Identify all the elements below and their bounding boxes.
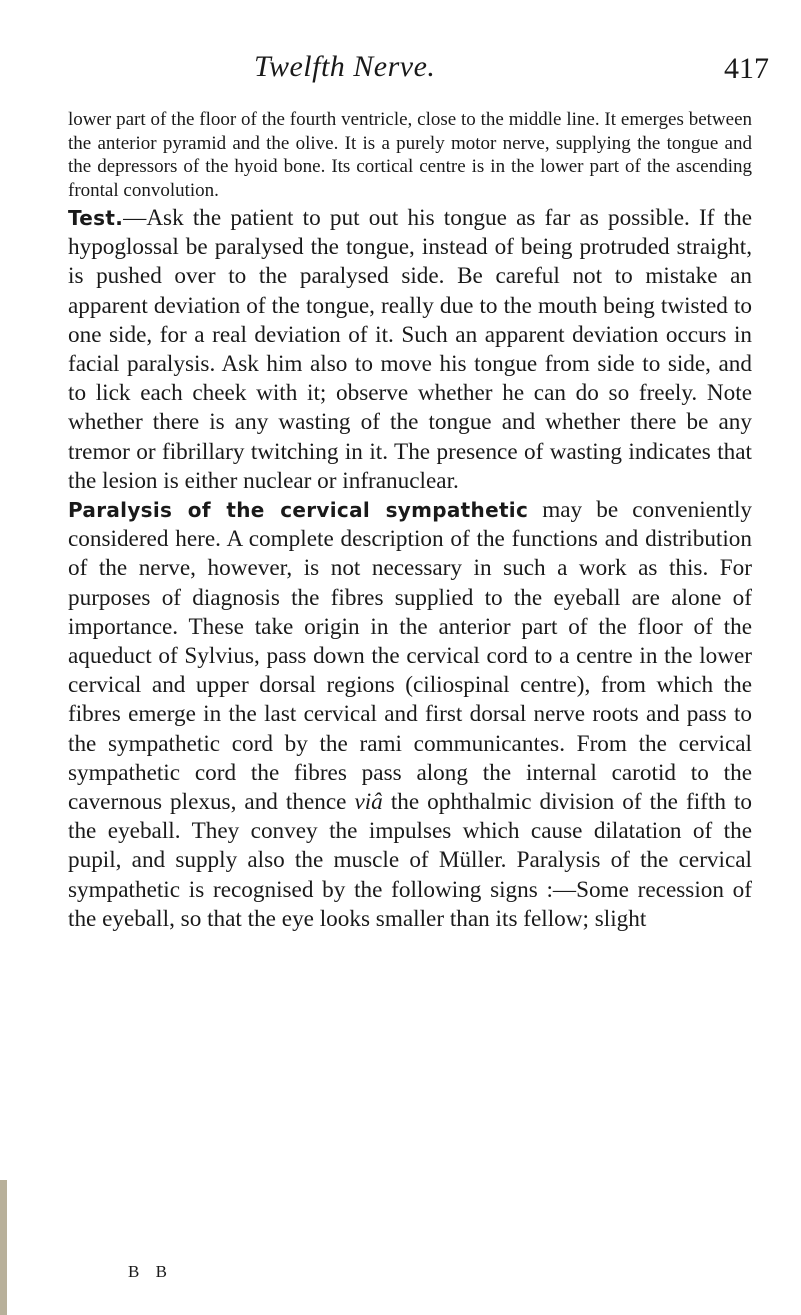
sympathetic-text-part2: the ophthalmic division of the fifth to the eyeball. They convey the impulses which cause dilatation of the pupil, and supply also the muscle of Müller. Paralysis of the cervical sympathetic is recognised by the following signs :—Some recession of the eyeball, so that the eye looks smaller than its fellow; slight [68,789,752,932]
signature-mark: B B [128,1262,173,1281]
test-heading: Test. [68,206,124,230]
italic-via: viâ [354,789,383,816]
sympathetic-paragraph [68,496,752,934]
test-text: —Ask the patient to put out his tongue as far as possible. If the hypoglossal be paralysed the tongue, instead of being protruded straight, is pushed over to the paralysed side. Be careful not to mistake an apparent deviation of the tongue, really due to the mouth being twisted to one side, for a real deviation of it. Such an apparent deviation occurs in facial paralysis. Ask him also to move his tongue from side to side, and to lick each cheek with it; observe whether he can do so freely. Note whether there is any wasting of the tongue and whether there be any tremor or fibrillary twitching in it. The presence of wasting indicates that the lesion is either nuclear or infranuclear. [68,205,752,494]
intro-paragraph: lower part of the floor of the fourth ventricle, close to the middle line. It emerges between the anterior pyramid and the olive. It is a purely motor nerve, supplying the tongue and the depressors of the hyoid bone. Its cortical centre is in the lower part of the ascending frontal convolution. [68,109,752,201]
test-paragraph [68,204,752,496]
page-number: 417 [724,52,769,85]
sympathetic-heading: Paralysis of the cervical sympathetic [68,498,529,523]
running-head-title: Twelfth Nerve. [254,50,436,83]
intro-paragraph-block [68,108,752,202]
running-head [0,50,801,94]
page-edge-shadow [0,1180,7,1315]
sympathetic-text-part1: may be conveniently considered here. A complete description of the functions and distribution of the nerve, however, is not necessary in such a work as this. For purposes of diagnosis the fibres supplied to the eyeball are alone of importance. These take origin in the anterior part of the floor of the aqueduct of Sylvius, pass down the cervical cord to a centre in the lower cervical and upper dorsal regions (ciliospinal centre), from which the fibres emerge in the last cervical and first dorsal nerve roots and pass to the sympathetic cord by the rami communicantes. From the cervical sympathetic cord the fibres pass along the internal carotid to the cavernous plexus, and thence [68,497,752,816]
main-body [68,204,752,934]
